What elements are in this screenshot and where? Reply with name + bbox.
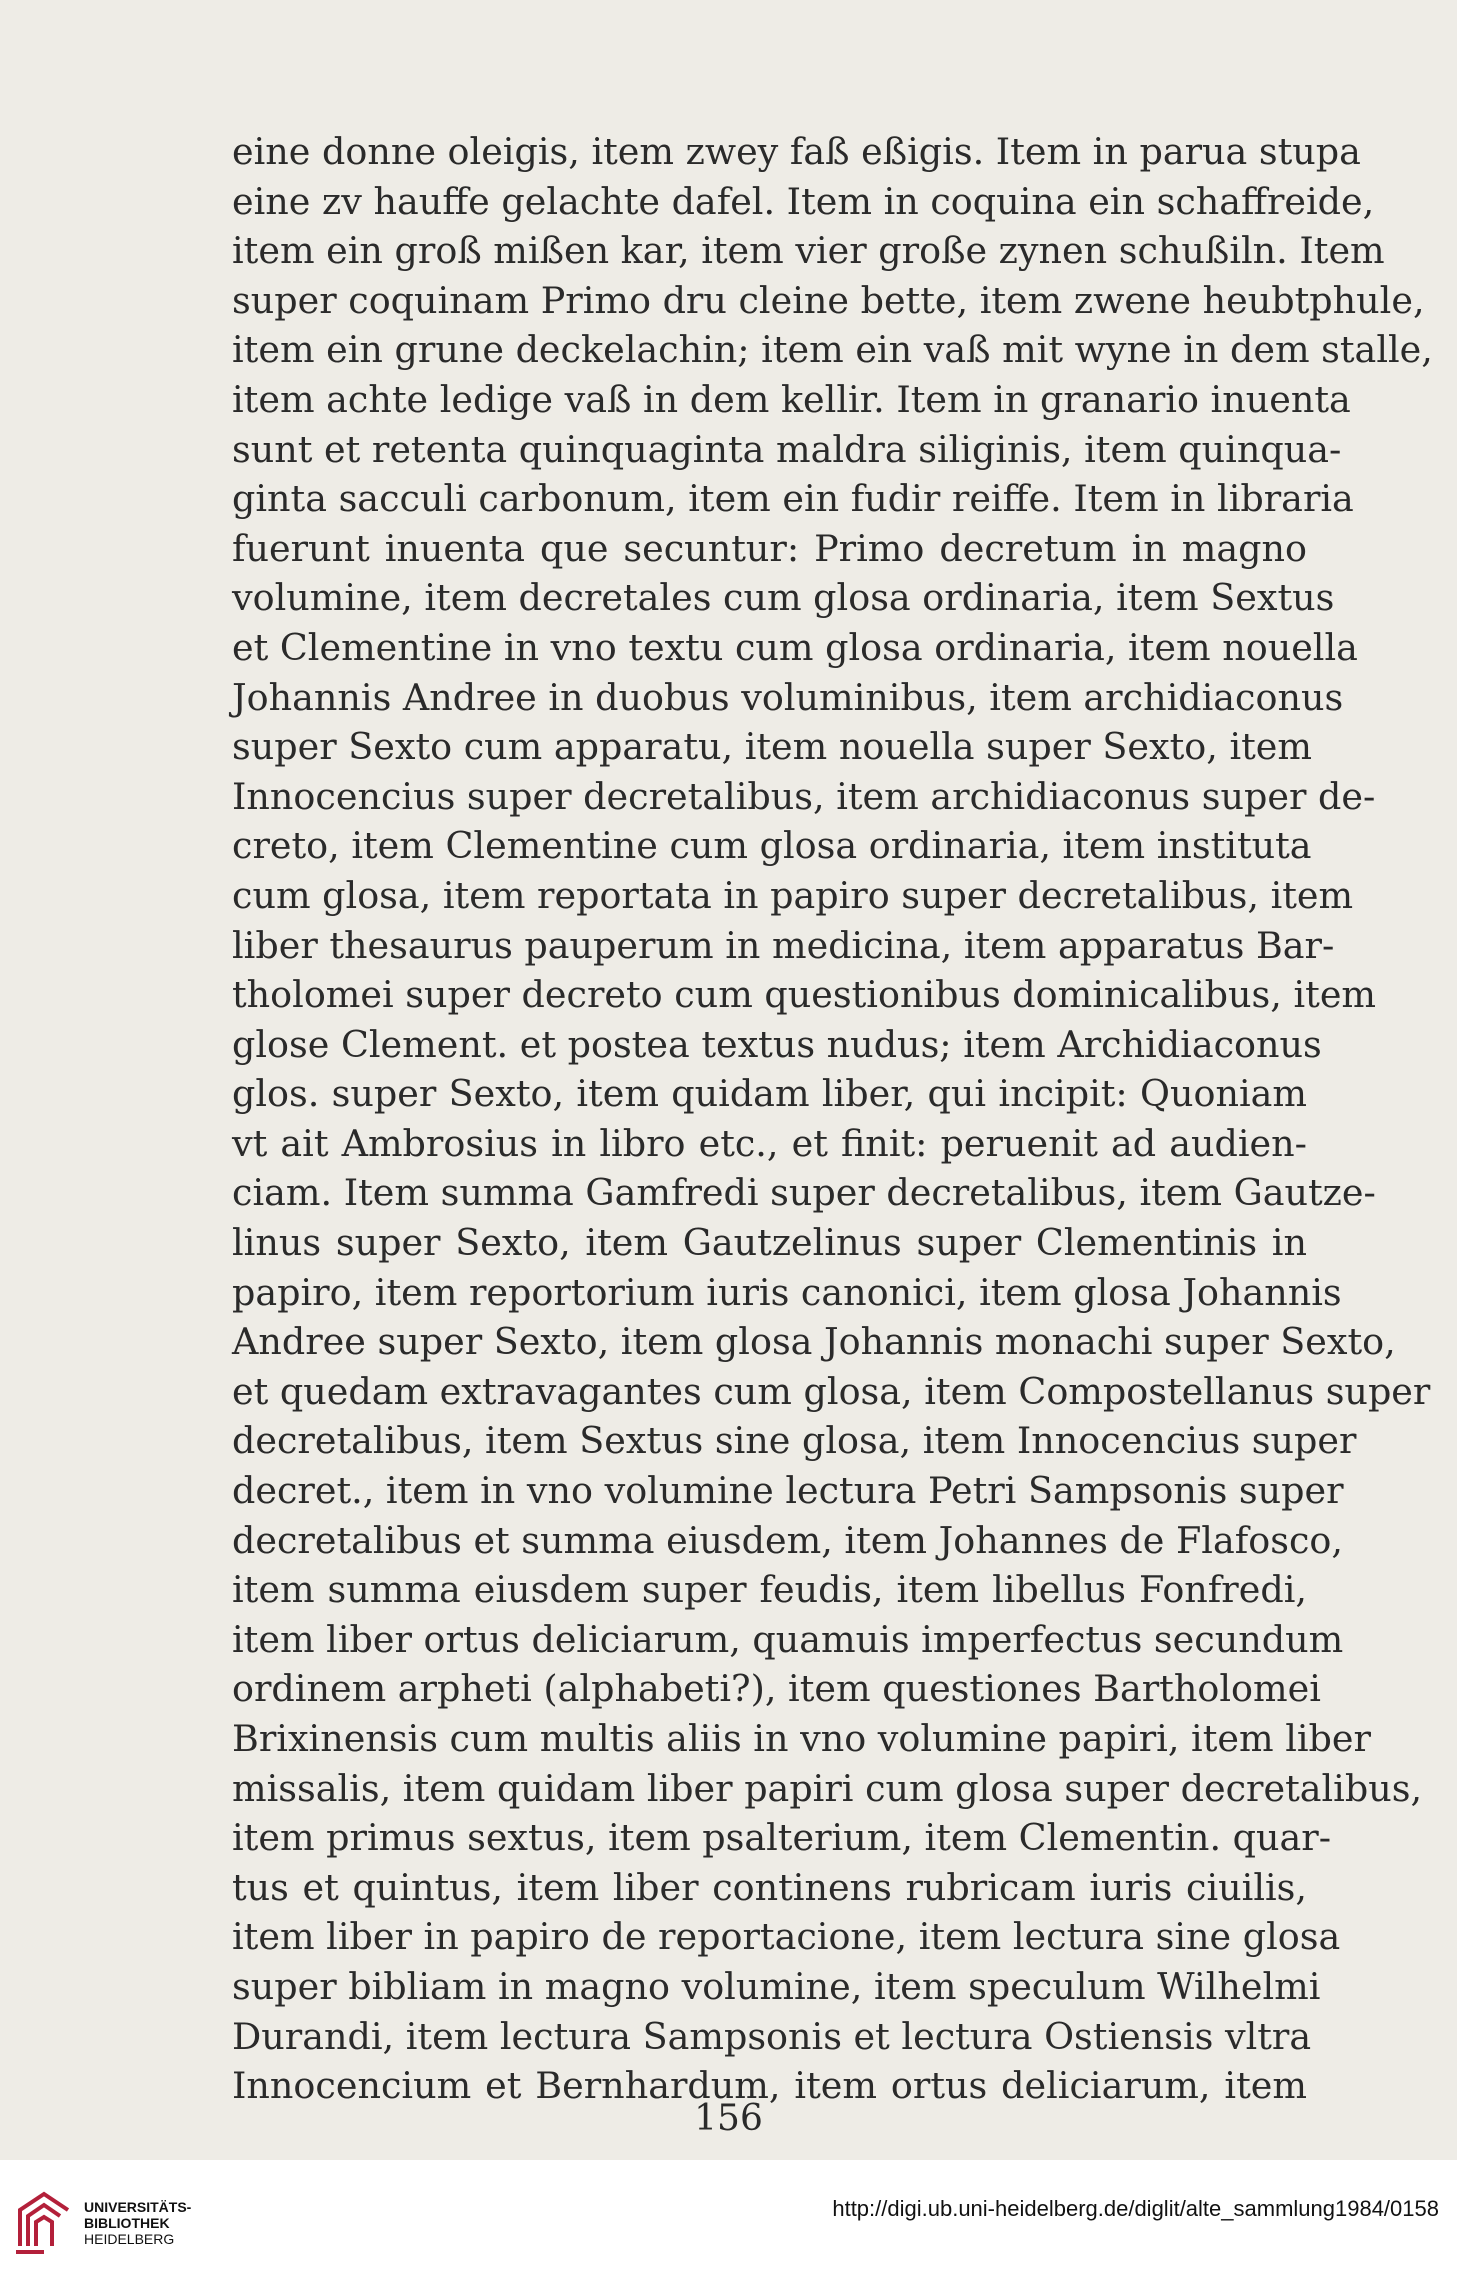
text-line: Andree super Sexto, item glosa Johannis monachi super Sexto, <box>232 1320 1396 1364</box>
text-line: item liber ortus deliciarum, quamuis imperfectus secundum <box>232 1617 1344 1661</box>
library-name <box>84 2199 191 2247</box>
text-line: Johannis Andree in duobus voluminibus, item archidiaconus <box>232 675 1344 719</box>
text-line: glose Clement. et postea textus nudus; item Archidiaconus <box>232 1022 1322 1066</box>
text-line: super bibliam in magno volumine, item speculum Wilhelmi <box>232 1964 1321 2008</box>
text-line: eine zv hauffe gelachte dafel. Item in coquina ein schaffreide, <box>232 179 1375 223</box>
text-line: item ein grune deckelachin; item ein vaß mit wyne in dem stalle, <box>232 328 1433 372</box>
text-line: missalis, item quidam liber papiri cum glosa super decretalibus, <box>232 1766 1423 1810</box>
text-line: item ein groß mißen kar, item vier große zynen schußiln. Item <box>232 229 1385 273</box>
text-line: Innocencium et Bernhardum, item ortus deliciarum, item <box>232 2064 1307 2108</box>
text-line: ciam. Item summa Gamfredi super decretalibus, item Gautze- <box>232 1171 1376 1215</box>
text-line: super coquinam Primo dru cleine bette, item zwene heubtphule, <box>232 278 1425 322</box>
text-line: Durandi, item lectura Sampsonis et lectura Ostiensis vltra <box>232 2014 1312 2058</box>
library-logo-icon <box>14 2190 78 2256</box>
text-line: decret., item in vno volumine lectura Petri Sampsonis super <box>232 1469 1344 1513</box>
text-line: ginta sacculi carbonum, item ein fudir reiffe. Item in libraria <box>232 477 1354 521</box>
text-line: cum glosa, item reportata in papiro super decretalibus, item <box>232 873 1354 917</box>
text-line: volumine, item decretales cum glosa ordinaria, item Sextus <box>232 576 1335 620</box>
text-line: item liber in papiro de reportacione, item lectura sine glosa <box>232 1915 1341 1959</box>
text-line: papiro, item reportorium iuris canonici, item glosa Johannis <box>232 1270 1342 1314</box>
text-line: et quedam extravagantes cum glosa, item Compostellanus super <box>232 1369 1431 1413</box>
text-line: vt ait Ambrosius in libro etc., et finit: peruenit ad audien- <box>232 1121 1307 1165</box>
text-line: ordinem arpheti (alphabeti?), item questiones Bartholomei <box>232 1667 1321 1711</box>
text-line: linus super Sexto, item Gautzelinus super Clementinis in <box>232 1221 1307 1265</box>
text-line: decretalibus et summa eiusdem, item Johannes de Flafosco, <box>232 1518 1343 1562</box>
library-name-line: BIBLIOTHEK <box>84 2215 170 2231</box>
text-line: super Sexto cum apparatu, item nouella super Sexto, item <box>232 725 1312 769</box>
body-text <box>232 127 1433 2111</box>
text-line: Brixinensis cum multis aliis in vno volumine papiri, item liber <box>232 1717 1371 1760</box>
text-line: liber thesaurus pauperum in medicina, item apparatus Bar- <box>232 923 1335 967</box>
page-number: 156 <box>694 2098 763 2139</box>
library-name-line: UNIVERSITÄTS- <box>84 2199 192 2215</box>
text-line: tholomei super decreto cum questionibus dominicalibus, item <box>232 973 1377 1017</box>
text-line: sunt et retenta quinquaginta maldra siliginis, item quinqua- <box>232 427 1342 471</box>
text-line: eine donne oleigis, item zwey faß eßigis. Item in parua stupa <box>232 130 1361 173</box>
library-name-line: HEIDELBERG <box>84 2231 175 2247</box>
text-line: fuerunt inuenta que secuntur: Primo decretum in magno <box>232 526 1307 570</box>
text-line: glos. super Sexto, item quidam liber, qui incipit: Quoniam <box>232 1072 1307 1116</box>
text-line: item achte ledige vaß in dem kellir. Item in granario inuenta <box>232 377 1351 421</box>
text-line: item summa eiusdem super feudis, item libellus Fonfredi, <box>232 1568 1307 1612</box>
text-line: item primus sextus, item psalterium, item Clementin. quar- <box>232 1816 1332 1860</box>
footer-bar <box>0 2160 1457 2281</box>
text-line: et Clementine in vno textu cum glosa ordinaria, item nouella <box>232 625 1358 669</box>
source-url[interactable]: http://digi.ub.uni-heidelberg.de/diglit/alte_sammlung1984/0158 <box>832 2196 1439 2221</box>
text-line: creto, item Clementine cum glosa ordinaria, item instituta <box>232 824 1312 868</box>
text-line: Innocencius super decretalibus, item archidiaconus super de- <box>232 774 1376 818</box>
text-line: tus et quintus, item liber continens rubricam iuris ciuilis, <box>232 1865 1307 1909</box>
text-line: decretalibus, item Sextus sine glosa, item Innocencius super <box>232 1419 1357 1463</box>
